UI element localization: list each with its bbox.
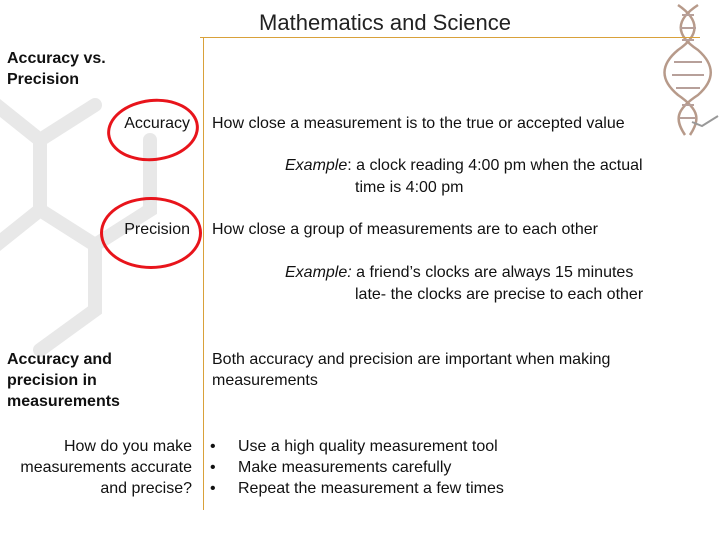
- accuracy-example: [285, 155, 705, 177]
- bullet-item: • Repeat the measurement a few times: [210, 478, 504, 499]
- precision-example-label: Example:: [285, 264, 352, 281]
- slide-title: Mathematics and Science: [259, 10, 511, 35]
- title-rule: [200, 37, 700, 38]
- accuracy-example-text: : a clock reading 4:00 pm when the actual: [347, 157, 643, 174]
- accuracy-term: Accuracy: [124, 115, 190, 132]
- precision-example-cont: late- the clocks are precise to each other: [355, 286, 644, 303]
- precision-circle-annotation: [100, 197, 202, 269]
- column-divider: [203, 37, 204, 510]
- accuracy-example-label: Example: [285, 157, 348, 174]
- bullet-item: • Use a high quality measurement tool: [210, 436, 504, 457]
- bullet-item: • Make measurements carefully: [210, 457, 504, 478]
- accuracy-example-cont: time is 4:00 pm: [355, 179, 464, 196]
- both-heading: Accuracy and precision in measurements: [7, 351, 120, 410]
- slide-heading: Accuracy vs. Precision: [7, 50, 106, 88]
- precision-definition: How close a group of measurements are to each other: [212, 221, 598, 238]
- precision-example-text: a friend’s clocks are always 15 minutes: [351, 264, 634, 281]
- precision-example: [285, 262, 705, 284]
- both-text: Both accuracy and precision are important when making measurements: [212, 351, 611, 389]
- precision-term: Precision: [124, 221, 190, 238]
- how-question: How do you make measurements accurate and precise?: [20, 438, 192, 497]
- accuracy-definition: How close a measurement is to the true or accepted value: [212, 115, 625, 132]
- how-bullet-list: [210, 436, 504, 499]
- accuracy-circle-annotation: [104, 94, 202, 165]
